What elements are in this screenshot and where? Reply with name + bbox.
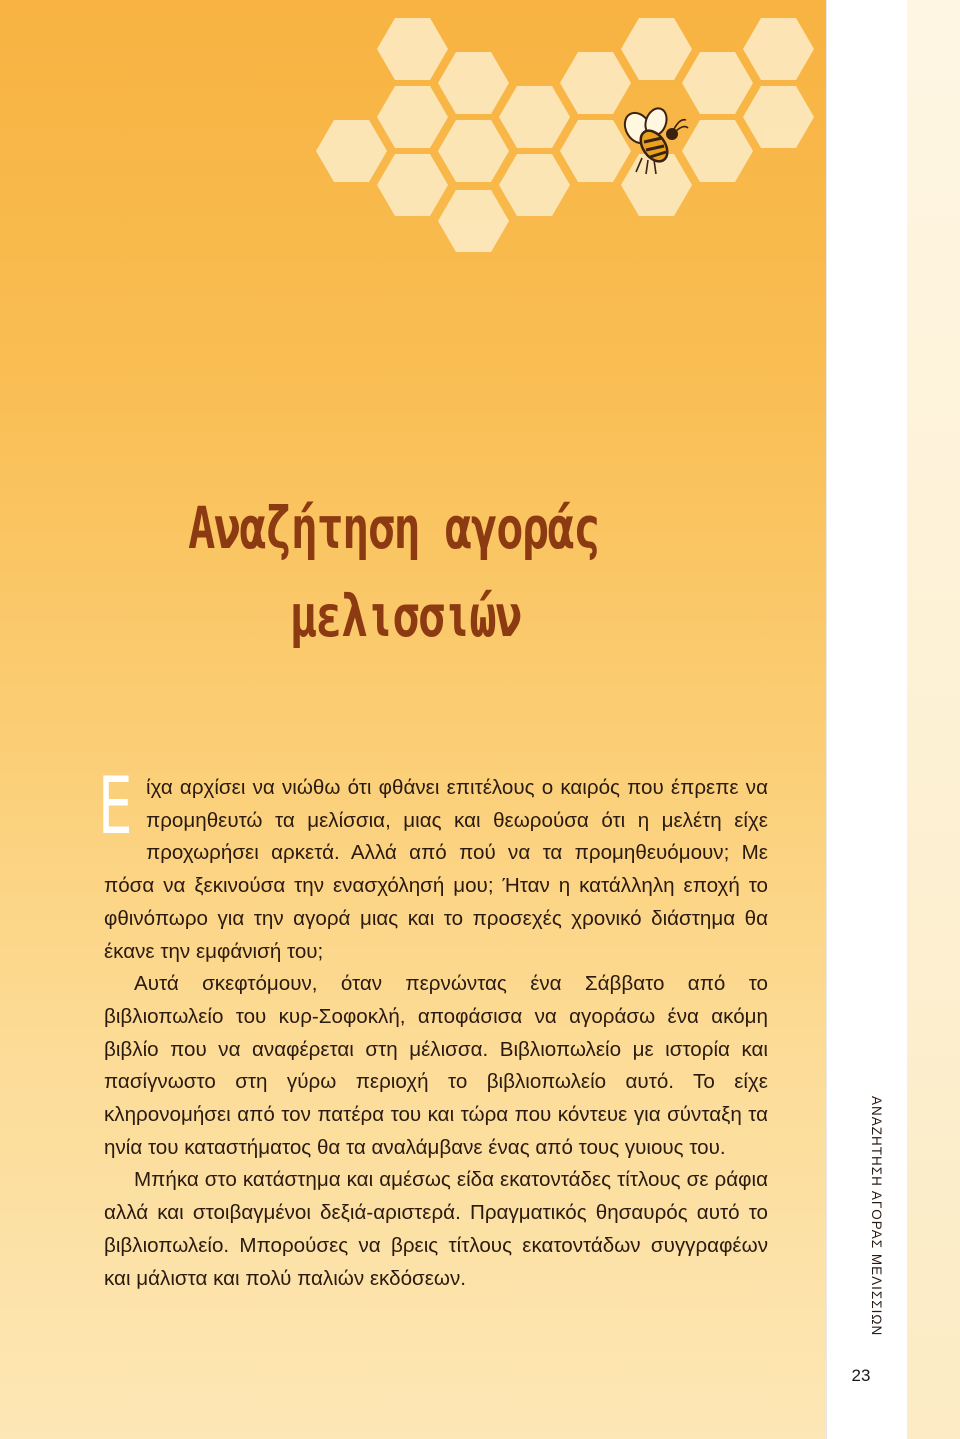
paragraph-1 — [98, 762, 768, 968]
chapter-title-line-2: μελισσιών — [289, 582, 521, 650]
bee-icon — [608, 96, 692, 180]
page-edge — [826, 0, 827, 1439]
chapter-title — [0, 488, 826, 656]
paragraph-1-text: ίχα αρχίσει να νιώθω ότι φθάνει επιτέλους ο καιρός που έπρεπε να προμηθευτώ τα μελίσσια, μιας και θεωρούσα ότι η μελέτη είχε προχωρήσει αρκετά. Αλλά από πού να τα προμηθευόμουν; Με πόσα να ξεκινούσα την ενασχόλησή μου; Ήταν η κατάλληλη εποχή το φθινόπωρο για την αγορά μιας και το προσεχές χρονικό διάστημα θα έκανε την εμφάνισή του; — [104, 776, 768, 963]
drop-cap: Ε — [98, 762, 133, 852]
honeycomb-decoration-icon — [0, 0, 826, 300]
running-head — [862, 1096, 884, 1336]
paragraph-2: Αυτά σκεφτόμουν, όταν περνώντας ένα Σάββατο από το βιβλιοπωλείο του κυρ-Σοφοκλή, αποφάσισα να αγοράσω ένα ακόμη βιβλίο που να αναφέρεται στη μέλισσα. Βιβλιοπωλείο με ιστορία και πασίγνωστο στη γύρω περιοχή το βιβλιοπωλείο αυτό. Το είχε κληρονομήσει από τον πατέρα του και τώρα που κόντευε για σύνταξη τα ηνία του καταστήματος θα τα αναλάμβανε ένας από τους γυιους του. — [104, 972, 768, 1159]
page-number: 23 — [851, 1366, 871, 1385]
paragraph-3: Μπήκα στο κατάστημα και αμέσως είδα εκατοντάδες τίτλους σε ράφια αλλά και στοιβαγμένοι δεξιά-αριστερά. Πραγματικός θησαυρός αυτό το βιβλιοπωλείο. Μπορούσες να βρεις τίτλους εκατοντάδων συγγραφέων και μάλιστα και πολύ παλιών εκδόσεων. — [104, 1168, 768, 1290]
chapter-title-line-1: Αναζήτηση αγοράς — [188, 494, 599, 562]
margin-strip — [907, 0, 960, 1439]
body-text — [98, 762, 768, 1295]
running-head-text: ΑΝΑΖΗΤΗΣΗ ΑΓΟΡΑΣ ΜΕΛΙΣΣΙΩΝ — [869, 1096, 884, 1337]
